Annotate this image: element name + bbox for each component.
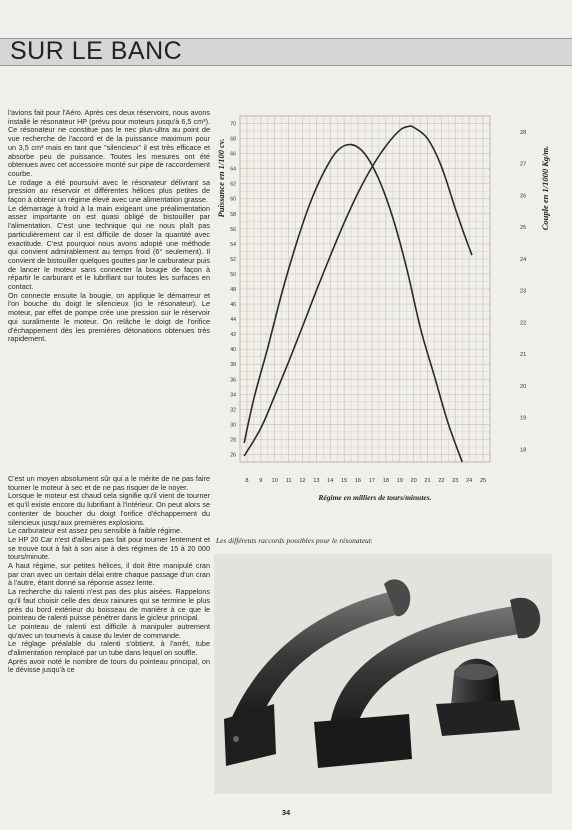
paragraph: Le carburateur est assez peu sensible à faible régime. — [8, 526, 183, 536]
right-tick-label: 22 — [520, 320, 527, 327]
left-tick-label: 34 — [230, 392, 236, 399]
right-tick-label: 19 — [520, 415, 527, 422]
page-title: SUR LE BANC — [10, 37, 183, 65]
chart-svg — [212, 104, 564, 504]
middle-flange — [314, 714, 412, 768]
right-tick-label: 24 — [520, 256, 527, 263]
torque-curve — [244, 144, 462, 462]
paragraph: l'avions fait pour l'Aéro. Après ces deux réservoirs, nous avons installé le résonateur HP (prévu pour moteurs jusqu'à 6,5 cm³). Ce résonateur ne constitue pas le nec plus-ultra au point de vue recherche de l'accord et de la puissance maximum pour un 3,5 cm³ mais en tant que "silencieux" il est très efficace et absorbe peu de puissance. Toutes les mesures ont été obtenues avec cet accessoire monté sur pipe de raccordement courbe. — [8, 108, 210, 178]
paragraph: Lorsque le moteur est chaud cela signifie qu'il vient de tourner et qu'il existe encore du lubrifiant à l'intérieur. On peut alors se contenter de boucher du doigt l'orifice d'échappement du silencieux jusqu'aux premières explosions. — [8, 491, 210, 527]
left-tick-label: 64 — [230, 166, 236, 173]
x-tick-label: 21 — [424, 478, 431, 484]
paragraph: On connecte ensuite la bougie, on applique le démarreur et l'on bouche du doigt le silencieux (ici le résonateur). Le moteur, par effet de pompe crée une pression sur le réservoir qui suralimente le moteur. On relâche le doigt de l'orifice d'échappement dès les premières détonations obtenues très rapidement. — [8, 290, 210, 344]
x-tick-label: 20 — [410, 478, 417, 484]
x-tick-label: 25 — [479, 478, 487, 484]
paragraph: Le démarrage à froid à la main exigeant une préalimentation assez importante on est quasi obligé de bistouiller par l'alimentation. C'est une technique qui ne nous plaît pas particulièrement car il est difficile de doser la quantité avec exactitude. C'est pourquoi nous avons adopté une méthode qui convient admirablement au temps froid (6° seulement). Il convient de bistouiller quelques gouttes par le carburateur puis de lancer le moteur sans connecter la bougie de façon à répartir le carburant et le lubrifiant sur toutes les surfaces en contact. — [8, 203, 210, 292]
left-tick-label: 56 — [230, 226, 236, 233]
article-column-bottom — [8, 475, 210, 675]
paragraph: A haut régime, sur petites hélices, il doit être manipulé cran par cran avec un certain délai entre chaque passage d'un cran à l'autre, étant donné sa réponse assez lente. — [8, 561, 210, 588]
paragraph: Le pointeau de ralenti est difficile à manipuler autrement qu'avec un tournevis à cause du levier de commande. — [8, 621, 210, 640]
x-tick-label: 11 — [285, 478, 292, 484]
x-tick-label: 22 — [438, 478, 445, 484]
left-tick-label: 70 — [230, 121, 236, 128]
x-tick-label: 23 — [452, 478, 459, 484]
left-tick-label: 32 — [230, 407, 236, 414]
left-tick-label: 28 — [230, 437, 236, 444]
photo-caption: Les différents raccords possibles pour le résonateur. — [216, 536, 373, 545]
x-axis-label: Régime en milliers de tours/minutes. — [318, 493, 432, 502]
performance-chart — [212, 104, 564, 504]
paragraph: Le rodage a été poursuivi avec le résonateur délivrant sa pression au réservoir et différentes hélices plus petites de façon à obtenir un régime élevé avec une alimentation grasse. — [8, 177, 210, 205]
right-axis-label: Couple en 1/1000 Kg/m. — [540, 145, 550, 231]
right-tick-label: 25 — [520, 225, 527, 232]
right-tick-label: 23 — [520, 288, 527, 295]
x-tick-label: 19 — [396, 478, 403, 484]
left-tick-label: 46 — [230, 302, 236, 309]
resonator-fittings-photo — [214, 554, 552, 794]
x-tick-label: 14 — [327, 478, 334, 484]
right-tick-label: 27 — [520, 161, 527, 168]
x-tick-label: 17 — [368, 478, 376, 484]
right-tick-label: 18 — [520, 447, 527, 454]
x-tick-label: 15 — [341, 478, 348, 484]
left-tick-label: 58 — [230, 211, 236, 218]
left-tick-label: 42 — [230, 332, 236, 339]
left-tick-label: 62 — [230, 181, 236, 188]
paragraph: Le HP 20 Car n'est d'ailleurs pas fait pour tourner lentement et se trouve tout à fait à son aise à des régimes de 15 à 20 000 tours/minute. — [8, 534, 210, 562]
right-tick-label: 26 — [520, 193, 527, 200]
x-tick-label: 12 — [299, 478, 306, 484]
left-tick-label: 26 — [230, 452, 236, 459]
paragraph: La recherche du ralenti n'est pas des plus aisées. Rappelons qu'il faut choisir celle des deux rainures qui se termine le plus près du bord extérieur du boisseau de manière à ce que le pointeau de ralenti puisse pénétrer dans le gicleur principal. — [8, 587, 210, 623]
x-tick-label: 9 — [259, 478, 263, 484]
paragraph: C'est un moyen absolument sûr qui a le mérite de ne pas faire tourner le moteur à sec et de ne pas risquer de le noyer. — [8, 474, 210, 492]
left-tick-label: 38 — [230, 362, 236, 369]
paragraph: Après avoir noté le nombre de tours du pointeau principal, on le dévisse jusqu'à ce — [8, 656, 210, 675]
x-tick-label: 8 — [245, 478, 249, 484]
left-tick-label: 36 — [230, 377, 236, 384]
left-tick-label: 44 — [230, 317, 236, 324]
left-axis-label: Puissance en 1/100 cv. — [216, 138, 226, 218]
left-tick-label: 50 — [230, 271, 236, 278]
left-tick-label: 54 — [230, 241, 236, 248]
left-tick-label: 40 — [230, 347, 236, 354]
x-tick-label: 16 — [354, 478, 362, 484]
left-tick-label: 66 — [230, 151, 236, 158]
right-tick-label: 20 — [520, 383, 527, 390]
article-column-top — [8, 109, 210, 344]
right-tick-label: 21 — [520, 352, 527, 359]
left-tick-label: 60 — [230, 196, 236, 203]
page-number: 34 — [281, 808, 291, 817]
photo-illustration — [214, 554, 552, 794]
paragraph: Le réglage préalable du ralenti s'obtient, à l'arrêt, tube d'alimentation remplacé par un tube dans lequel on souffle. — [8, 639, 210, 658]
left-tick-label: 68 — [230, 136, 236, 143]
x-tick-label: 13 — [313, 478, 320, 484]
right-tick-label: 28 — [520, 129, 527, 136]
x-tick-label: 10 — [271, 478, 278, 484]
left-tick-label: 52 — [230, 256, 236, 263]
left-tick-label: 30 — [230, 422, 236, 429]
x-tick-label: 18 — [382, 478, 389, 484]
x-tick-label: 24 — [466, 478, 473, 484]
left-tick-label: 48 — [230, 287, 236, 293]
